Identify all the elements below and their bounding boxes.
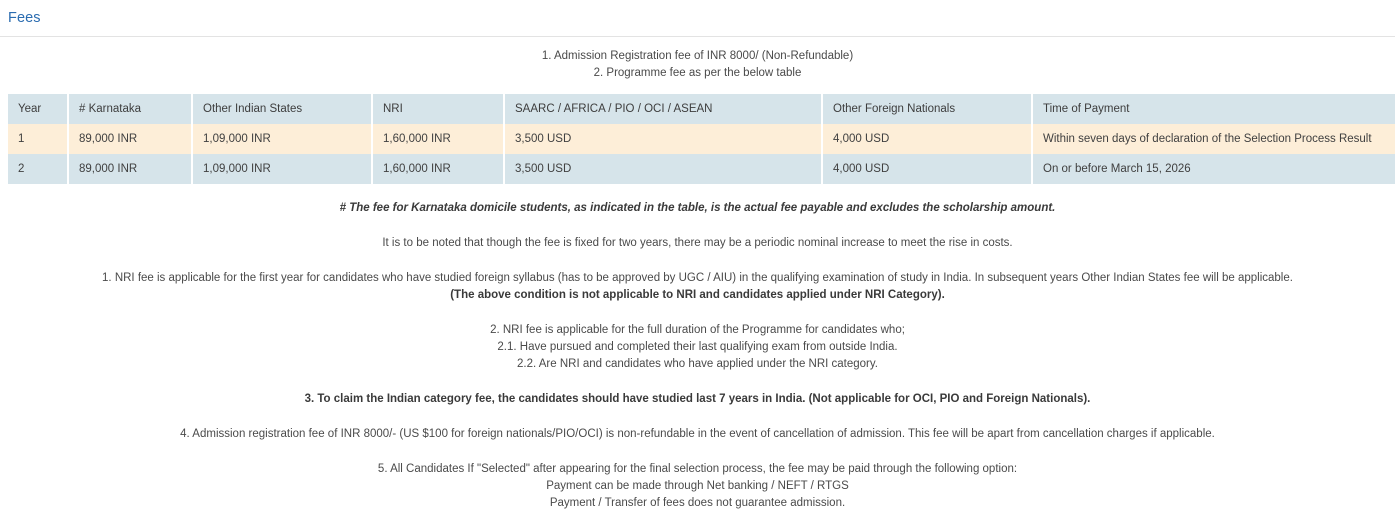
cell-time-of-payment: Within seven days of declaration of the Selection Process Result bbox=[1043, 133, 1372, 145]
fees-table-body bbox=[8, 124, 1395, 184]
fees-table bbox=[8, 94, 1395, 184]
intro-block bbox=[0, 37, 1395, 81]
note-item-5-sub-2: Payment / Transfer of fees does not guarantee admission. bbox=[549, 497, 846, 509]
note-item-3: 3. To claim the Indian category fee, the candidates should have studied last 7 years in India. (Not applicable for OCI, PIO and Foreign Nationals). bbox=[304, 393, 1091, 405]
note-item-2-2: 2.2. Are NRI and candidates who have applied under the NRI category. bbox=[517, 358, 878, 370]
cell-other-foreign-nationals: 4,000 USD bbox=[822, 154, 1032, 184]
cell-saarc: 3,500 USD bbox=[504, 124, 822, 154]
cell-nri: 1,60,000 INR bbox=[372, 124, 504, 154]
column-header-saarc-africa-pio-oci-asean: SAARC / AFRICA / PIO / OCI / ASEAN bbox=[504, 94, 822, 124]
spacer bbox=[0, 408, 1395, 426]
note-item-5-sub-1: Payment can be made through Net banking / NEFT / RTGS bbox=[546, 480, 849, 492]
notes-block bbox=[0, 200, 1395, 512]
spacer bbox=[0, 373, 1395, 391]
spacer bbox=[0, 252, 1395, 270]
table-row bbox=[8, 154, 1395, 184]
spacer bbox=[0, 217, 1395, 235]
note-periodic-increase: It is to be noted that though the fee is fixed for two years, there may be a periodic nominal increase to meet the rise in costs. bbox=[382, 237, 1013, 249]
cell-time-of-payment: On or before March 15, 2026 bbox=[1043, 163, 1191, 175]
cell-other-foreign-nationals: 4,000 USD bbox=[822, 124, 1032, 154]
spacer bbox=[0, 304, 1395, 322]
column-header-year: Year bbox=[8, 94, 68, 124]
cell-karnataka: 89,000 INR bbox=[68, 154, 192, 184]
cell-other-indian-states: 1,09,000 INR bbox=[192, 154, 372, 184]
column-header-other-foreign-nationals: Other Foreign Nationals bbox=[822, 94, 1032, 124]
fees-table-container bbox=[0, 94, 1395, 184]
fees-table-header bbox=[8, 94, 1395, 124]
cell-year: 1 bbox=[8, 124, 68, 154]
cell-saarc: 3,500 USD bbox=[504, 154, 822, 184]
page-title: Fees bbox=[8, 10, 41, 26]
note-item-2: 2. NRI fee is applicable for the full duration of the Programme for candidates who; bbox=[490, 324, 905, 336]
note-item-1-sub: (The above condition is not applicable to NRI and candidates applied under NRI Category). bbox=[450, 289, 945, 301]
cell-year: 2 bbox=[8, 154, 68, 184]
cell-nri: 1,60,000 INR bbox=[372, 154, 504, 184]
table-row bbox=[8, 124, 1395, 154]
spacer bbox=[0, 443, 1395, 461]
column-header-nri: NRI bbox=[372, 94, 504, 124]
note-item-1: 1. NRI fee is applicable for the first year for candidates who have studied foreign syllabus (has to be approved by UGC / AIU) in the qualifying examination of study in India. In subsequent years Other Indian States fee will be applicable. bbox=[102, 272, 1293, 284]
cell-other-indian-states: 1,09,000 INR bbox=[192, 124, 372, 154]
column-header-karnataka: # Karnataka bbox=[68, 94, 192, 124]
note-item-2-1: 2.1. Have pursued and completed their last qualifying exam from outside India. bbox=[497, 341, 898, 353]
column-header-time-of-payment: Time of Payment bbox=[1043, 103, 1130, 115]
intro-line-registration-fee: 1. Admission Registration fee of INR 8000/ (Non-Refundable) bbox=[541, 50, 854, 62]
column-header-other-indian-states: Other Indian States bbox=[192, 94, 372, 124]
cell-karnataka: 89,000 INR bbox=[68, 124, 192, 154]
note-item-4: 4. Admission registration fee of INR 8000/- (US $100 for foreign nationals/PIO/OCI) is non-refundable in the event of cancellation of admission. This fee will be apart from cancellation charges if applicable. bbox=[180, 428, 1215, 440]
note-karnataka-domicile-footnote: # The fee for Karnataka domicile students, as indicated in the table, is the actual fee payable and excludes the scholarship amount. bbox=[339, 202, 1056, 214]
table-header-row bbox=[8, 94, 1395, 124]
note-item-5: 5. All Candidates If "Selected" after appearing for the final selection process, the fee may be paid through the following option: bbox=[377, 463, 1018, 475]
intro-line-programme-fee: 2. Programme fee as per the below table bbox=[593, 66, 802, 79]
page-header bbox=[0, 0, 1395, 37]
